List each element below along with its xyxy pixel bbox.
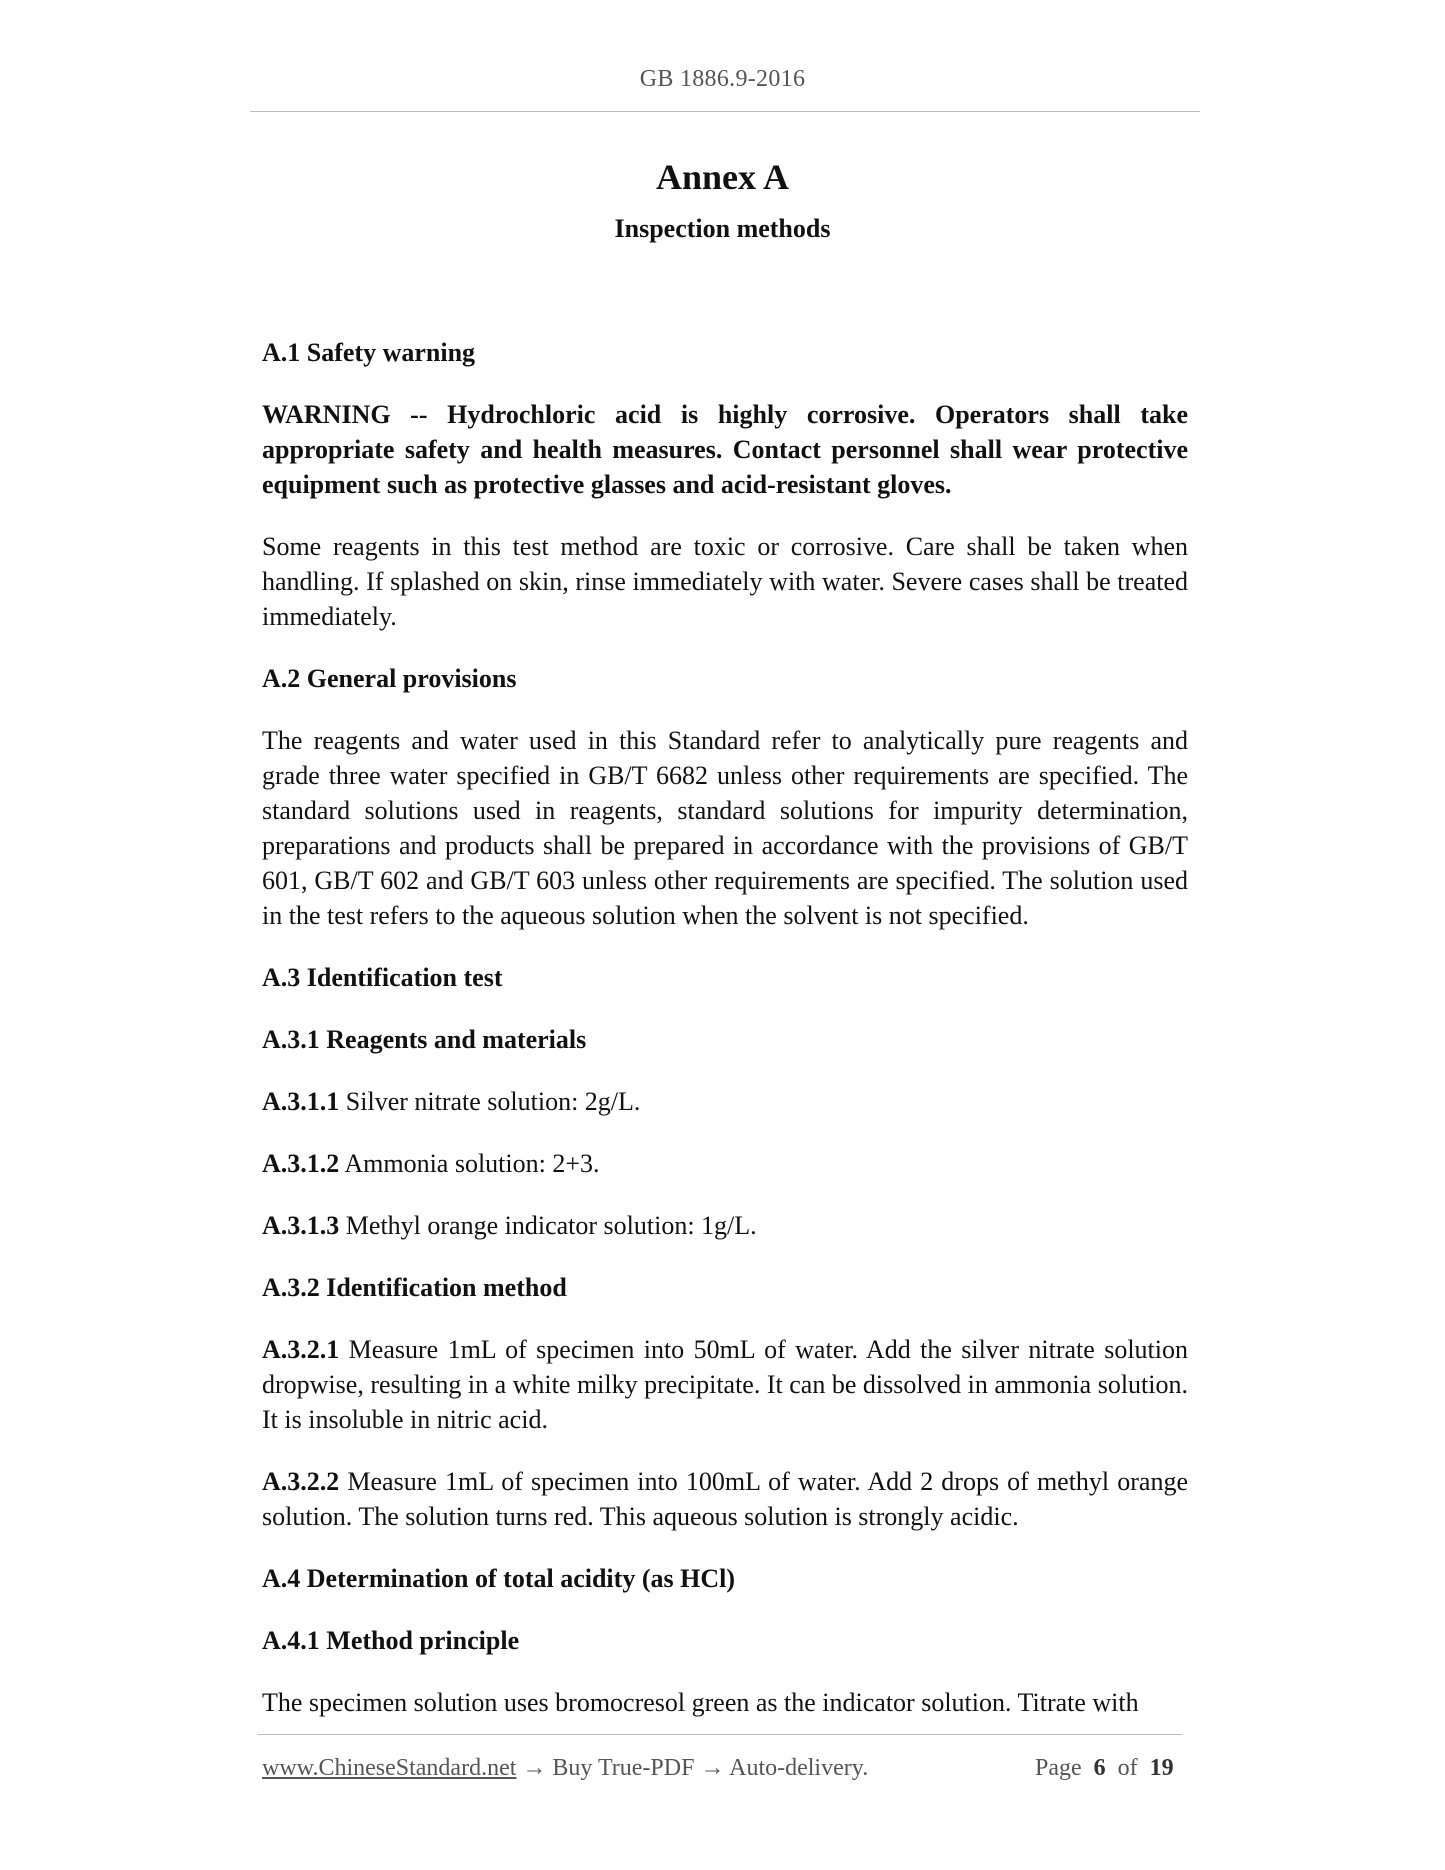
clause-number: A.3.1.1 [262, 1087, 340, 1116]
clause-a312 [262, 1146, 1188, 1181]
page-number: 6 [1093, 1755, 1106, 1781]
section-heading-a1: A.1 Safety warning [262, 338, 476, 367]
clause-text: Methyl orange indicator solution: 1g/L. [339, 1211, 757, 1240]
total-pages: 19 [1149, 1755, 1174, 1781]
annex-subtitle: Inspection methods [614, 214, 831, 243]
page-indicator [1035, 1755, 1174, 1782]
of-label: of [1117, 1755, 1138, 1781]
clause-text: Measure 1mL of specimen into 100mL of water. Add 2 drops of methyl orange solution. The solution turns red. This aqueous solution is strongly acidic. [262, 1467, 1188, 1531]
clause-number: A.3.2.1 [262, 1335, 340, 1364]
clause-number: A.3.2.2 [262, 1467, 340, 1496]
section-heading-a41: A.4.1 Method principle [262, 1626, 520, 1655]
clause-text: Measure 1mL of specimen into 50mL of water. Add the silver nitrate solution dropwise, resulting in a white milky precipitate. It can be dissolved in ammonia solution. It is insoluble in nitric acid. [262, 1335, 1188, 1434]
section-heading-a31: A.3.1 Reagents and materials [262, 1025, 587, 1054]
section-heading-a2: A.2 General provisions [262, 664, 517, 693]
header-divider [250, 111, 1200, 112]
safety-warning-paragraph: WARNING -- Hydrochloric acid is highly corrosive. Operators shall take appropriate safety and health measures. Contact personnel shall wear protective equipment such as protective glasses and acid-resistant gloves. [262, 400, 1188, 499]
safety-body-paragraph: Some reagents in this test method are toxic or corrosive. Care shall be taken when handling. If splashed on skin, rinse immediately with water. Severe cases shall be treated immediately. [262, 532, 1188, 631]
running-header: GB 1886.9-2016 [639, 66, 806, 92]
section-heading-a32: A.3.2 Identification method [262, 1273, 567, 1302]
method-principle-paragraph: The specimen solution uses bromocresol green as the indicator solution. Titrate with [262, 1688, 1139, 1717]
clause-text: Ammonia solution: 2+3. [339, 1149, 600, 1178]
clause-a311 [262, 1084, 1188, 1119]
clause-number: A.3.1.2 [262, 1149, 340, 1178]
footer-promo [262, 1755, 868, 1782]
section-heading-a4: A.4 Determination of total acidity (as HCl) [262, 1564, 735, 1593]
website-link[interactable]: www.ChineseStandard.net [262, 1755, 517, 1781]
clause-a313 [262, 1208, 1188, 1243]
general-provisions-paragraph: The reagents and water used in this Standard refer to analytically pure reagents and grade three water specified in GB/T 6682 unless other requirements are specified. The standard solutions used in reagents, standard solutions for impurity determination, preparations and products shall be prepared in accordance with the provisions of GB/T 601, GB/T 602 and GB/T 603 unless other requirements are specified. The solution used in the test refers to the aqueous solution when the solvent is not specified. [262, 726, 1188, 930]
clause-a322 [262, 1464, 1188, 1534]
document-body [262, 335, 1188, 1747]
clause-text: Silver nitrate solution: 2g/L. [339, 1087, 641, 1116]
clause-number: A.3.1.3 [262, 1211, 340, 1240]
page-label: Page [1035, 1755, 1082, 1781]
clause-a321 [262, 1332, 1188, 1437]
footer-divider [258, 1734, 1182, 1735]
annex-title: Annex A [655, 157, 790, 197]
footer-promo-text: → Buy True-PDF → Auto-delivery. [516, 1755, 869, 1781]
section-heading-a3: A.3 Identification test [262, 963, 503, 992]
